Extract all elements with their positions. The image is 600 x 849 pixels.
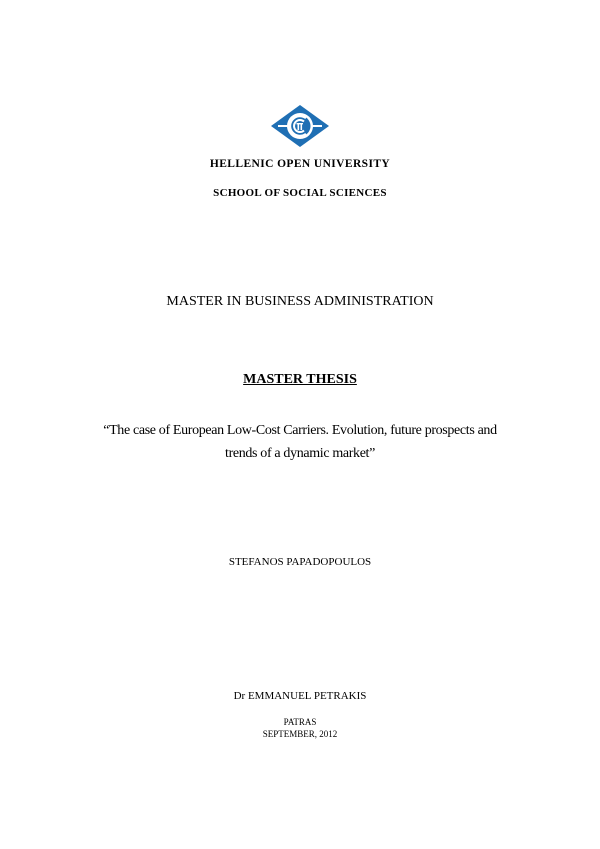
thesis-title-line-2: trends of a dynamic market” — [225, 446, 375, 461]
author-name: STEFANOS PAPADOPOULOS — [228, 556, 372, 568]
university-name: HELLENIC OPEN UNIVERSITY — [209, 158, 391, 170]
university-logo-icon — [270, 104, 330, 148]
program-name: MASTER IN BUSINESS ADMINISTRATION — [166, 294, 434, 309]
supervisor-name: Dr EMMANUEL PETRAKIS — [233, 690, 367, 702]
thesis-title-line-1: “The case of European Low-Cost Carriers. Evolution, future prospects and — [103, 423, 497, 438]
city: PATRAS — [283, 717, 317, 727]
submission-date: SEPTEMBER, 2012 — [262, 729, 338, 739]
school-name: SCHOOL OF SOCIAL SCIENCES — [213, 187, 387, 199]
university-logo — [270, 104, 330, 148]
thesis-label: MASTER THESIS — [243, 372, 357, 387]
